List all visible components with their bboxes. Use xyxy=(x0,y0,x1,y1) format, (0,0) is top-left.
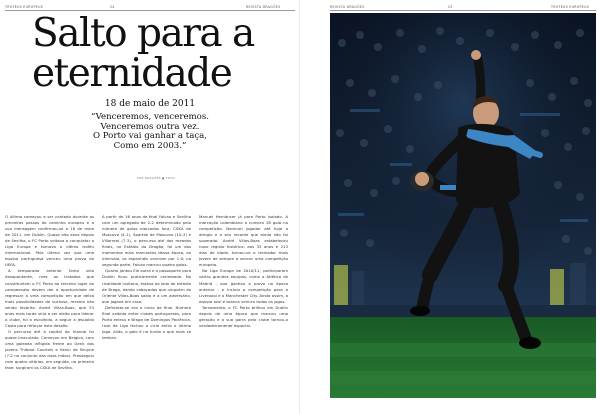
folio-section: TROFÉUS EUROPEUS xyxy=(551,5,590,9)
header-rule xyxy=(330,10,596,11)
body-paragraph: Defrontar-se era o início da final. Número final exibida entre clubes portugueses, para Porto entrou e Braga de Domingos Paciência, rival da Liga fechou o ciclo entre o último jogo. Aliás, o golo é no fundo o que mais se lembra. xyxy=(102,304,191,340)
right-page xyxy=(300,0,600,414)
article-date: 18 de maio de 2011 xyxy=(104,99,196,109)
body-paragraph: A temporada anterior tinha sido desapontante, mas os tratados que constituiriam o FC Porto ao terceiro lugar do campeonato devem dar a oportunidade de regressar a uma competição em que deixa mais possibilidades de sucesso, mesmo não sendo favorito. André Villas-Boas, que 33 anos mais tarde viria a ser eleito para liderar o clube, foi o escolhido, a seguir a Jesualdo Costa para reforçar este desafio. xyxy=(5,268,94,328)
body-paragraph: Quarto jantou Ele outra e o passaporte para Dublin ficou praticamente carimbado. Na rivalidade lusitana, estava ao lado do estádio de Braga, dando cabeçadas que ninguém do Oriente Villas-Boas sabia e a um adversário, que jogava em casa. xyxy=(102,268,191,304)
article-credit: POR DRAGÕES ● FOTO xyxy=(137,176,175,180)
body-paragraph: Na Liga Europa de 2010/11, participaram várias grandes equipas, como o Atlético de Madrid - que ganhou a prova na época anterior - e incluía a competição para o Liverpool e o Manchester City. Ainda assim, a equipa azul e branca venceu todos os jogos. xyxy=(199,268,288,304)
article-headline: Salto para a eternidade xyxy=(32,11,254,96)
body-paragraph: Manuel Hernâncer já para Porto isolado. A marcação colombiano a cumpra 18 golo na competição. Nenhum jogador até hoje o atingiu e o seu recorde que ainda não foi superado. André Villas-Boas estabeleceu novo registo histórico: aos 33 anos e 213 dias de idade, tornou-se o treinador mais jovem de sempre a vencer uma competição europeia. xyxy=(199,214,288,268)
body-paragraph: O percurso até à capital da Irlanda foi quase imaculado. Começou em Belgica, com uma goleada infligida frente ao Genk dos jovens Thibaut Courtois e Kevin de Bruyne (7-2 no conjunto das duas mãos). Prosseguiu com quatro vitórias, em seguida, na primeira fase: surgiram os CSKA de Sevilha. xyxy=(5,328,94,371)
quote-line: Como em 2003.” xyxy=(113,140,187,151)
folio-page-number: 25 xyxy=(448,5,453,9)
body-paragraph: Tornamento, o FC Porto brilhou em Dublin depois de uma época que marcou uma geração e a sua garra pelo clube tornou-o verdadeiramente especial. xyxy=(199,304,288,328)
body-column-3 xyxy=(199,214,288,400)
folio-magazine: REVISTA DRAGÕES xyxy=(330,5,365,9)
body-column-1 xyxy=(5,214,94,400)
quote-line: Venceremos outra vez. xyxy=(100,121,200,132)
body-paragraph: O último começou a ser contado durante os primeiros passos do caminho europeu e a sua mensagem confirmou-se a 18 de maio de 2011, em Dublin. Quase oito anos depois de Sevilha, o FC Porto voltava a conquistar a Liga Europa e tornava o último troféu internacional. Pela última vez que uma equipa portuguesa venceu uma prova da UEFA. xyxy=(5,214,94,268)
folio-section: TROFÉUS EUROPEUS xyxy=(5,5,44,9)
body-column-2 xyxy=(102,214,191,400)
quote-line: O Porto vai ganhar a taça, xyxy=(92,131,208,142)
advertising-boards xyxy=(330,305,596,317)
pitch xyxy=(330,317,596,398)
celebration-photo xyxy=(330,13,596,398)
quote-line: “Venceremos, venceremos. xyxy=(91,112,209,122)
folio-page-number: 24 xyxy=(110,5,115,9)
chant-quote xyxy=(0,113,300,151)
folio-magazine: REVISTA DRAGÕES xyxy=(246,5,281,9)
body-paragraph: A partir de 16 anos de final Falcao e Sevilha com um agregado de 2-2 determinado pelo número de golos marcados fora, CSKA de Moscovo (4-1), Spartak de Moscovo (10-3) e Villarreal (7-3), o percurso até dos meados finais, no Estádio do Dragão, foi um dos momentos mais marcantes dessa época, ao intervalo, os espanhóis venciam por 1-0; na segunda parte, Falcao marcou quatro golos. xyxy=(102,214,191,268)
